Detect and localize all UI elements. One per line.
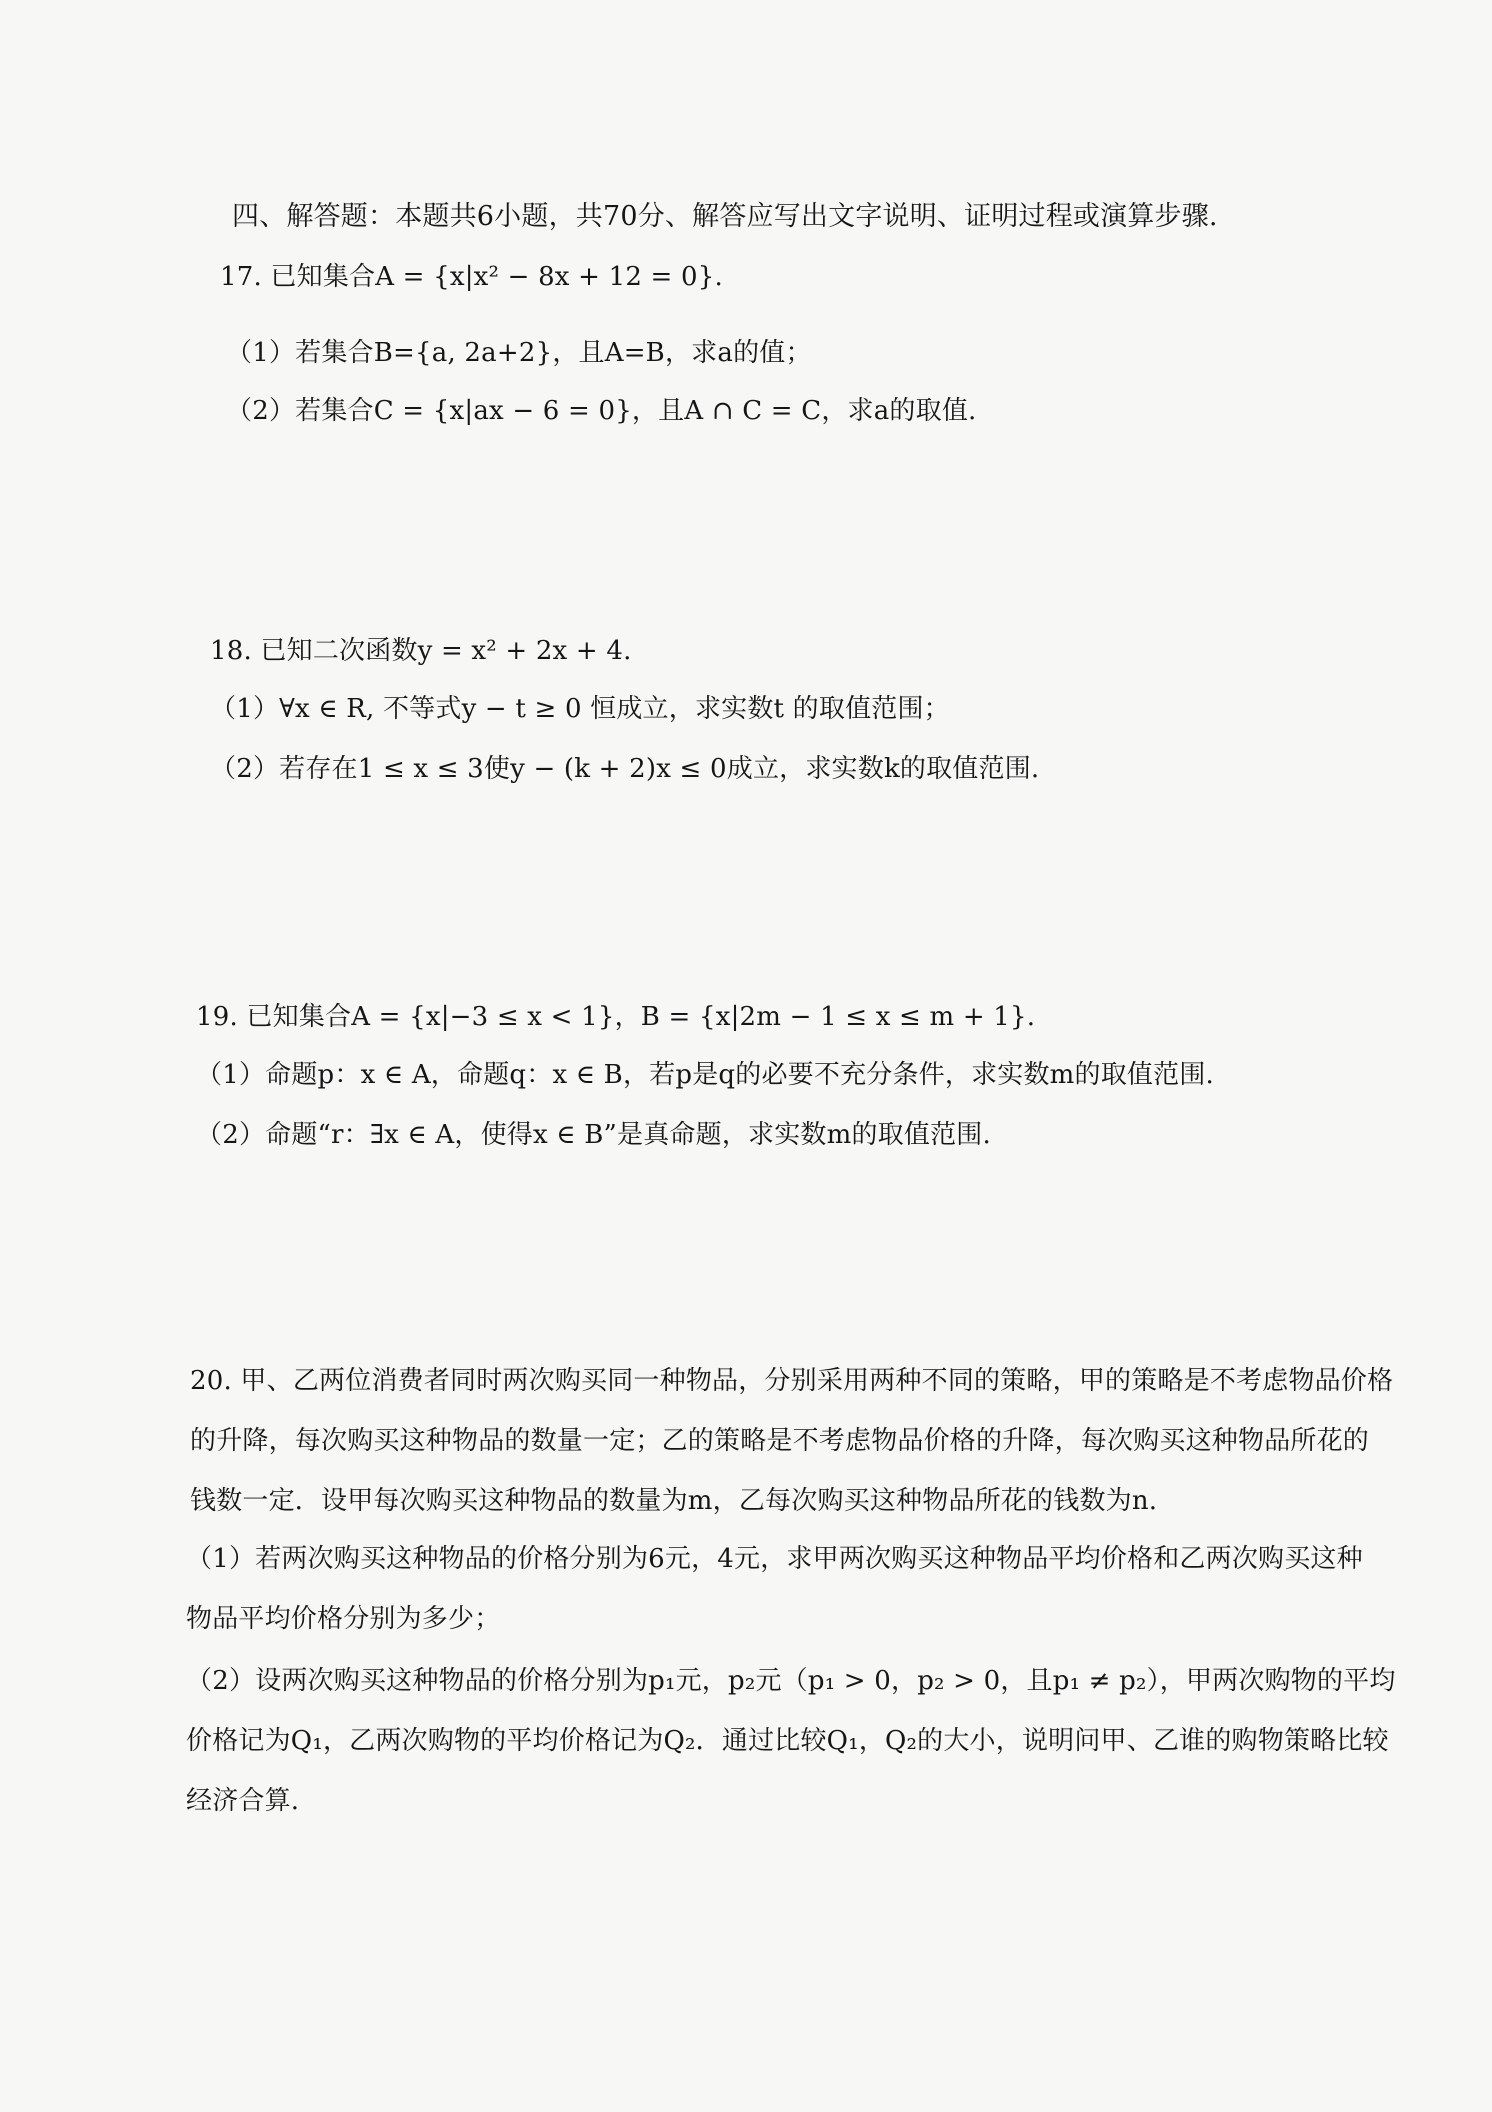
question-20-line-2: 的升降，每次购买这种物品的数量一定；乙的策略是不考虑物品价格的升降，每次购买这种物品所花的: [190, 1426, 1370, 1456]
question-19-part-2: （2）命题“r：∃x ∈ A，使得x ∈ B”是真命题，求实数m的取值范围.: [196, 1120, 991, 1150]
question-20-line-3: 钱数一定．设甲每次购买这种物品的数量为m，乙每次购买这种物品所花的钱数为n.: [190, 1486, 1158, 1516]
question-18-stem: 18. 已知二次函数y = x² + 2x + 4.: [210, 636, 632, 666]
question-20-part-2-line-3: 经济合算.: [186, 1786, 300, 1816]
question-18-part-1: （1）∀x ∈ R, 不等式y − t ≥ 0 恒成立，求实数t 的取值范围；: [210, 694, 950, 724]
question-19-part-1: （1）命题p：x ∈ A，命题q：x ∈ B，若p是q的必要不充分条件，求实数m的取值范围.: [196, 1060, 1214, 1090]
section-title: 四、解答题：本题共6小题，共70分、解答应写出文字说明、证明过程或演算步骤.: [232, 201, 1218, 232]
question-19-stem: 19. 已知集合A = {x|−3 ≤ x < 1}，B = {x|2m − 1 ≤ x ≤ m + 1}.: [196, 1002, 1036, 1032]
question-20-part-1-line-1: （1）若两次购买这种物品的价格分别为6元，4元，求甲两次购买这种物品平均价格和乙两次购买这种: [186, 1544, 1363, 1574]
question-17-part-2: （2）若集合C = {x|ax − 6 = 0}，且A ∩ C = C，求a的取值.: [226, 396, 977, 426]
question-20-part-2-line-1: （2）设两次购买这种物品的价格分别为p₁元，p₂元（p₁ > 0，p₂ > 0，且p₁ ≠ p₂），甲两次购物的平均: [186, 1666, 1396, 1696]
question-18-part-2: （2）若存在1 ≤ x ≤ 3使y − (k + 2)x ≤ 0成立，求实数k的取值范围.: [210, 754, 1040, 784]
question-17-part-1: （1）若集合B={a, 2a+2}，且A=B，求a的值；: [226, 338, 812, 368]
question-20-part-1-line-2: 物品平均价格分别为多少；: [186, 1604, 501, 1634]
question-20-line-1: 20. 甲、乙两位消费者同时两次购买同一种物品，分别采用两种不同的策略，甲的策略是不考虑物品价格: [190, 1366, 1394, 1396]
question-17-stem: 17. 已知集合A = {x|x² − 8x + 12 = 0}.: [220, 262, 723, 292]
question-20-part-2-line-2: 价格记为Q₁，乙两次购物的平均价格记为Q₂．通过比较Q₁，Q₂的大小，说明问甲、乙谁的购物策略比较: [186, 1726, 1389, 1756]
